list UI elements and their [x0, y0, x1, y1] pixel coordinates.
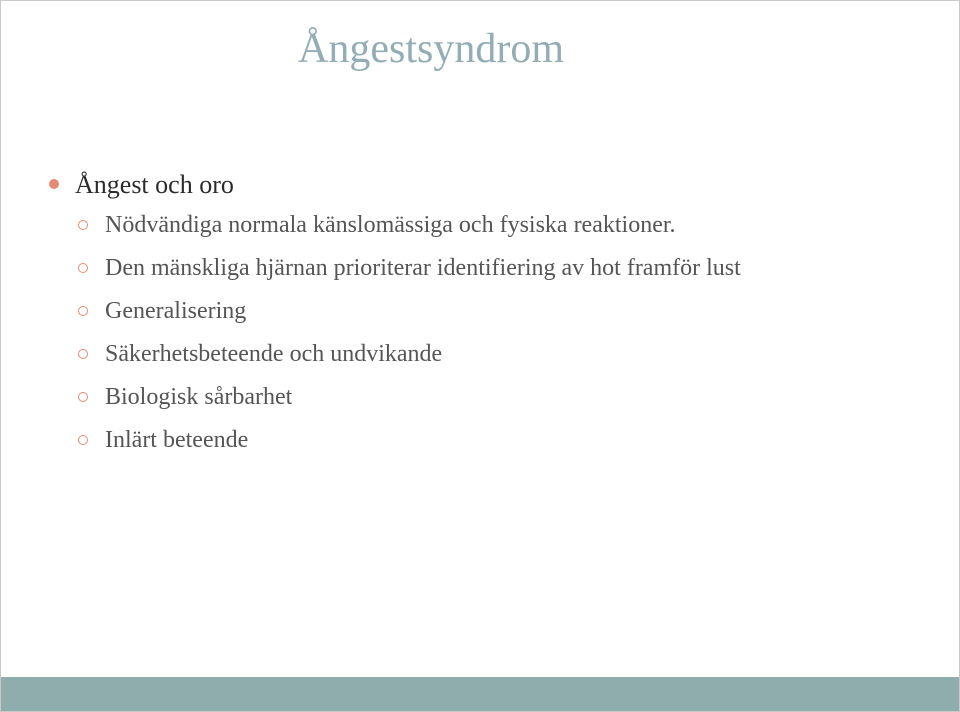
heading-bullet [49, 167, 909, 203]
sub-bullet [49, 380, 765, 415]
ring-bullet-icon [78, 349, 88, 359]
sub-bullet-text: Generalisering [105, 298, 247, 324]
footer-bar [1, 677, 959, 711]
slide-title: Ångestsyndrom [298, 26, 564, 72]
sub-bullet [49, 251, 765, 286]
ring-bullet-icon [78, 435, 88, 445]
sub-bullet-text: Biologisk sårbarhet [105, 384, 293, 410]
ring-bullet-icon [78, 392, 88, 402]
sub-bullet-text: Nödvändiga normala känslomässiga och fysiska reaktioner. [105, 212, 676, 238]
sub-bullet-text: Den mänskliga hjärnan prioriterar identifiering av hot framför lust [105, 255, 741, 281]
sub-bullet [49, 337, 765, 372]
heading-bullet-text: Ångest och oro [75, 170, 234, 199]
sub-bullet [49, 423, 765, 458]
sub-bullet [49, 208, 765, 243]
sub-bullet [49, 294, 765, 329]
sub-bullet-text: Säkerhetsbeteende och undvikande [105, 341, 443, 367]
ring-bullet-icon [78, 306, 88, 316]
filled-circle-bullet-icon [49, 179, 59, 189]
ring-bullet-icon [78, 263, 88, 273]
sub-bullet-text: Inlärt beteende [105, 427, 249, 453]
slide-content [49, 167, 909, 466]
ring-bullet-icon [78, 220, 88, 230]
